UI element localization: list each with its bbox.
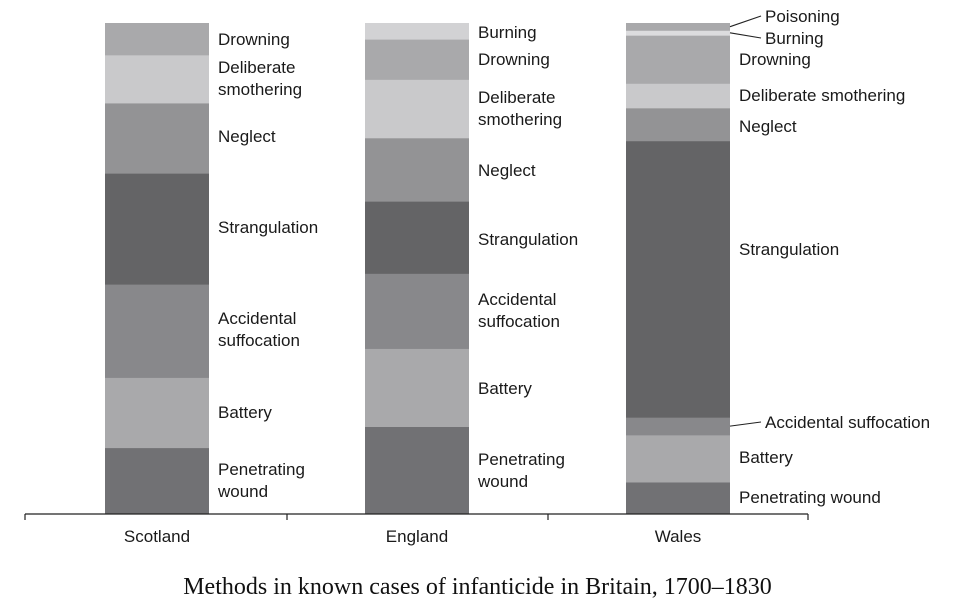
segment-label-wales-drowning: Drowning xyxy=(739,50,811,69)
segment-label-scotland-battery: Battery xyxy=(218,403,272,422)
x-tick-labels-group xyxy=(124,527,701,546)
bar-segment-england-burning xyxy=(365,23,469,40)
segment-label-england-penetrating-wound: Penetrating wound xyxy=(478,450,565,491)
bar-segment-wales-neglect xyxy=(626,108,730,141)
leader-line-wales-poisoning xyxy=(730,16,761,27)
segment-label-england-battery: Battery xyxy=(478,379,532,398)
segment-label-scotland-strangulation: Strangulation xyxy=(218,218,319,237)
bar-segment-scotland-deliberate-smothering xyxy=(105,55,209,104)
bar-segment-england-penetrating-wound xyxy=(365,427,469,515)
bar-segment-scotland-accidental-suffocation xyxy=(105,284,209,378)
bar-segment-wales-poisoning xyxy=(626,23,730,31)
bar-segment-scotland-penetrating-wound xyxy=(105,448,209,515)
leader-line-wales-accidental-suffocation xyxy=(730,422,761,426)
leader-lines-group xyxy=(730,16,761,426)
segment-label-scotland-deliberate-smothering: Deliberate smothering xyxy=(218,58,303,99)
bar-segment-wales-battery xyxy=(626,435,730,483)
segment-label-wales-poisoning: Poisoning xyxy=(765,7,840,26)
x-tick-label-england: England xyxy=(385,527,449,546)
segment-label-wales-deliberate-smothering: Deliberate smothering xyxy=(739,86,906,105)
bar-segment-wales-strangulation xyxy=(626,141,730,418)
segment-label-scotland-drowning: Drowning xyxy=(218,30,290,49)
segment-label-scotland-penetrating-wound: Penetrating wound xyxy=(218,460,305,501)
bar-segment-england-battery xyxy=(365,349,469,427)
bar-segment-england-accidental-suffocation xyxy=(365,273,469,349)
bar-segment-scotland-battery xyxy=(105,378,209,449)
segment-label-england-neglect: Neglect xyxy=(478,161,536,180)
segment-label-wales-neglect: Neglect xyxy=(739,117,797,136)
segment-label-england-deliberate-smothering: Deliberate smothering xyxy=(478,88,563,129)
bar-segment-wales-burning xyxy=(626,30,730,35)
x-tick-label-wales: Wales xyxy=(654,527,702,546)
bar-segment-wales-accidental-suffocation xyxy=(626,417,730,435)
bar-segment-scotland-drowning xyxy=(105,23,209,55)
bars-group xyxy=(105,23,730,514)
segment-label-scotland-accidental-suffocation: Accidental suffocation xyxy=(218,309,300,350)
segment-label-england-accidental-suffocation: Accidental suffocation xyxy=(478,290,560,331)
bar-segment-scotland-strangulation xyxy=(105,173,209,284)
bar-segment-england-drowning xyxy=(365,39,469,80)
segment-label-wales-strangulation: Strangulation xyxy=(739,240,840,259)
bar-segment-england-strangulation xyxy=(365,201,469,274)
segment-label-wales-accidental-suffocation: Accidental suffocation xyxy=(765,413,931,432)
leader-line-wales-burning xyxy=(730,33,761,38)
chart-title: Methods in known cases of infanticide in Britain, 1700–1830 xyxy=(183,574,772,600)
bar-segment-scotland-neglect xyxy=(105,103,209,174)
segment-label-wales-penetrating-wound: Penetrating wound xyxy=(739,488,881,507)
segment-label-scotland-neglect: Neglect xyxy=(218,127,276,146)
segment-label-wales-battery: Battery xyxy=(739,448,793,467)
bar-segment-england-neglect xyxy=(365,138,469,202)
x-axis xyxy=(25,514,808,520)
segment-label-england-burning: Burning xyxy=(478,23,537,42)
bar-segment-england-deliberate-smothering xyxy=(365,79,469,138)
segment-label-england-strangulation: Strangulation xyxy=(478,230,579,249)
bar-segment-wales-drowning xyxy=(626,35,730,84)
segment-label-wales-burning: Burning xyxy=(765,29,824,48)
bar-segment-wales-deliberate-smothering xyxy=(626,83,730,108)
x-tick-label-scotland: Scotland xyxy=(123,527,191,546)
bar-segment-wales-penetrating-wound xyxy=(626,482,730,514)
segment-label-england-drowning: Drowning xyxy=(478,50,550,69)
segment-labels-group xyxy=(217,7,930,507)
